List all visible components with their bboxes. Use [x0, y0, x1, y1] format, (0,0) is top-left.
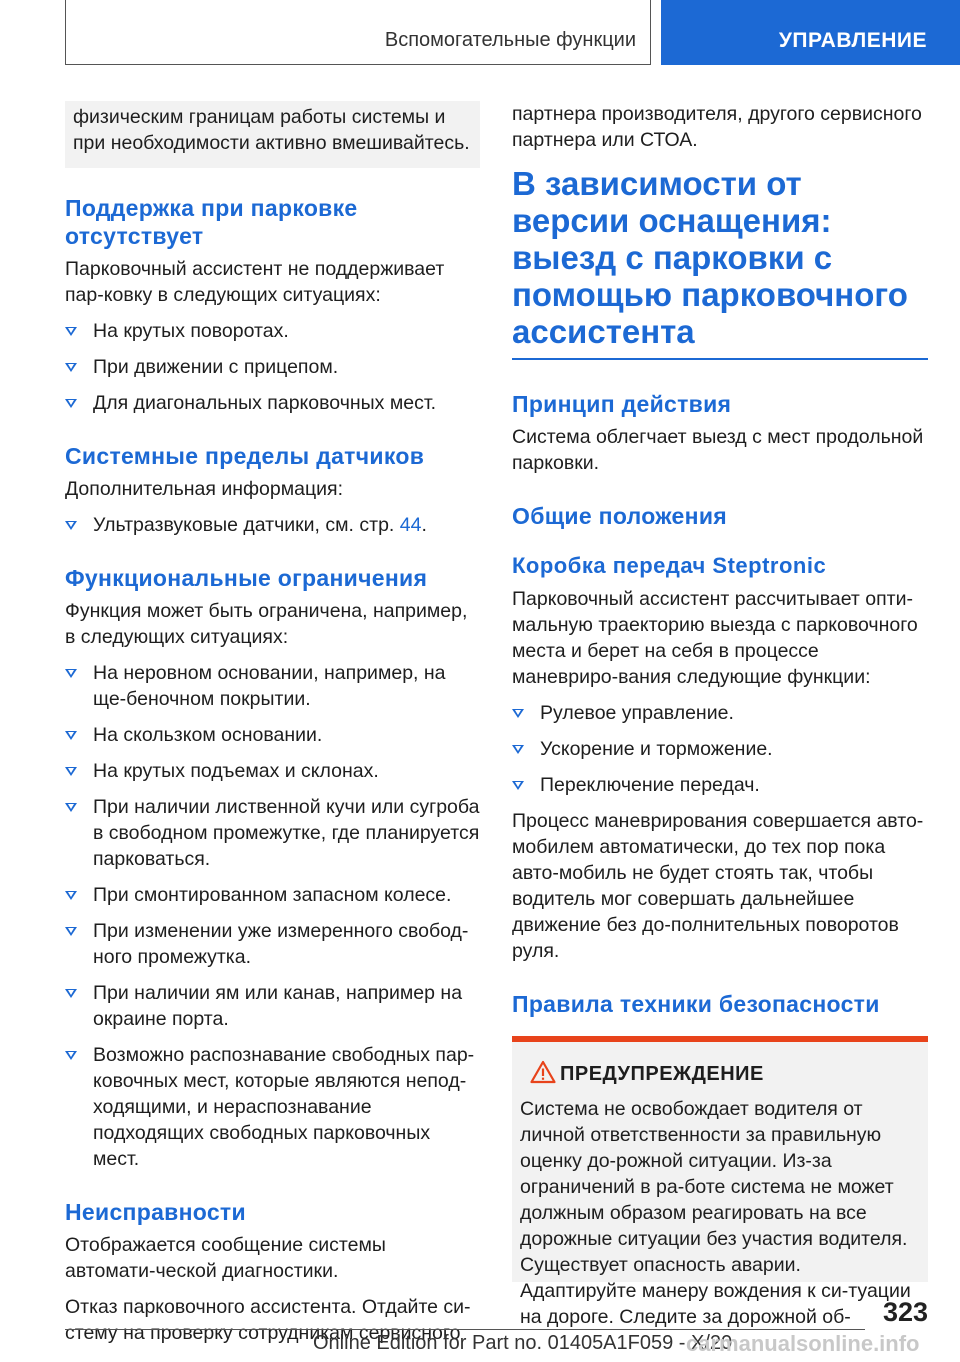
bullet-triangle-icon	[65, 327, 77, 336]
list-no-support	[65, 318, 480, 416]
footer-edition: Online Edition for Part no. 01405A1F059 - X/20	[313, 1332, 733, 1354]
heading-functional-limits: Функциональные ограничения	[65, 565, 428, 591]
left-column	[65, 101, 480, 1356]
continued-paragraph: партнера производителя, другого сервисного партнера или СТОА.	[512, 103, 922, 151]
paragraph-principle: Система облегчает выезд с мест продольной парковки.	[512, 426, 924, 474]
heading-general: Общие положения	[512, 503, 727, 529]
bullet-triangle-icon	[65, 989, 77, 998]
heading-safety: Правила техники безопасности	[512, 991, 880, 1017]
page-number: 323	[882, 1297, 928, 1327]
title-divider	[512, 358, 928, 360]
bullet-triangle-icon	[65, 399, 77, 408]
bullet-triangle-icon	[65, 521, 77, 530]
list-steptronic	[512, 700, 928, 798]
footer-watermark: carmanualsonline.info	[686, 1331, 920, 1356]
paragraph-malfunctions-2: Отказ парковочного ассистента. Отдайте си-стему на проверку сотрудникам сервисного	[65, 1296, 471, 1344]
warning-title: ПРЕДУПРЕЖДЕНИЕ	[560, 1063, 764, 1085]
list-item: При наличии лиственной кучи или сугроба в свободном промежутке, где планируется парковаться.	[65, 794, 480, 872]
warning-triangle-icon	[530, 1060, 556, 1084]
bullet-triangle-icon	[512, 709, 524, 718]
paragraph-maneuvering: Процесс маневрирования совершается авто-мобилем автоматически, до тех пор пока авто-мобиль не будет стоять так, чтобы водитель мог совершать дальнейшее движение без до-полнительных поворотов руля.	[512, 810, 924, 962]
header-chapter-title: УПРАВЛЕНИЕ	[778, 29, 927, 52]
page-header	[0, 0, 960, 66]
heading-malfunctions: Неисправности	[65, 1199, 246, 1225]
list-item: На крутых поворотах.	[65, 318, 480, 344]
warning-header	[520, 1060, 920, 1090]
list-item: Рулевое управление.	[512, 700, 928, 726]
page-reference-link[interactable]: 44	[399, 514, 422, 536]
header-section-frame	[65, 0, 651, 65]
paragraph-steptronic: Парковочный ассистент рассчитывает опти-мальную траекторию выезда с парковочного места и берет на себя в процессе маневриро-вания следующие функции:	[512, 588, 918, 688]
list-item: При движении с прицепом.	[65, 354, 480, 380]
list-item: Ускорение и торможение.	[512, 736, 928, 762]
footer-divider	[65, 1329, 865, 1330]
list-item: На неровном основании, например, на ще-беночном покрытии.	[65, 660, 480, 712]
paragraph-sensor-limits: Дополнительная информация:	[65, 478, 344, 500]
header-section-title: Вспомогательные функции	[384, 29, 636, 51]
list-functional-limits	[65, 660, 480, 1172]
heading-steptronic: Коробка передач Steptronic	[512, 553, 827, 578]
list-item: Возможно распознавание свободных пар-ковочных мест, которые являются непод-ходящими, и нераспознавание подходящих свободных парковочных мест.	[65, 1042, 480, 1172]
bullet-triangle-icon	[65, 669, 77, 678]
list-item: На скользком основании.	[65, 722, 480, 748]
heading-principle: Принцип действия	[512, 391, 732, 417]
main-section-title: В зависимости от версии оснащения: выезд с парковки с помощью парковочного ассистента	[512, 165, 908, 350]
paragraph-functional-limits: Функция может быть ограничена, например, в следующих ситуациях:	[65, 600, 468, 648]
list-item: При смонтированном запасном колесе.	[65, 882, 480, 908]
list-item: На крутых подъемах и склонах.	[65, 758, 480, 784]
paragraph-no-support: Парковочный ассистент не поддерживает пар-ковку в следующих ситуациях:	[65, 258, 445, 306]
paragraph-malfunctions-1: Отображается сообщение системы автомати-ческой диагностики.	[65, 1234, 386, 1282]
list-item: При наличии ям или канав, например на окраине порта.	[65, 980, 480, 1032]
list-item: При изменении уже измеренного свобод-ного промежутка.	[65, 918, 480, 970]
list-item: Для диагональных парковочных мест.	[65, 390, 480, 416]
heading-sensor-limits: Системные пределы датчиков	[65, 443, 425, 469]
bullet-triangle-icon	[65, 731, 77, 740]
list-sensor-limits	[65, 512, 480, 538]
bullet-triangle-icon	[65, 363, 77, 372]
bullet-triangle-icon	[512, 781, 524, 790]
bullet-triangle-icon	[65, 803, 77, 812]
bullet-triangle-icon	[512, 745, 524, 754]
warning-text: Система не освобождает водителя от личной ответственности за правильную оценку до-рожной ситуации. Из-за ограничений в ра-боте система не может должным образом реагировать на все дорожные ситуации без участия водителя. Существует опасность аварии. Адаптируйте манеру вождения к си-туации на дороге. Следите за дорожной об-	[520, 1098, 911, 1328]
bullet-triangle-icon	[65, 1051, 77, 1060]
note-text: физическим границам работы системы и при необходимости активно вмешивайтесь.	[73, 106, 470, 154]
list-item: Ультразвуковые датчики, см. стр. 44.	[65, 512, 480, 538]
bullet-triangle-icon	[65, 891, 77, 900]
heading-no-support: Поддержка при парковке отсутствует	[65, 195, 358, 249]
bullet-triangle-icon	[65, 767, 77, 776]
bullet-triangle-icon	[65, 927, 77, 936]
note-box	[65, 101, 480, 168]
list-item: Переключение передач.	[512, 772, 928, 798]
header-chapter-tab	[661, 0, 960, 65]
